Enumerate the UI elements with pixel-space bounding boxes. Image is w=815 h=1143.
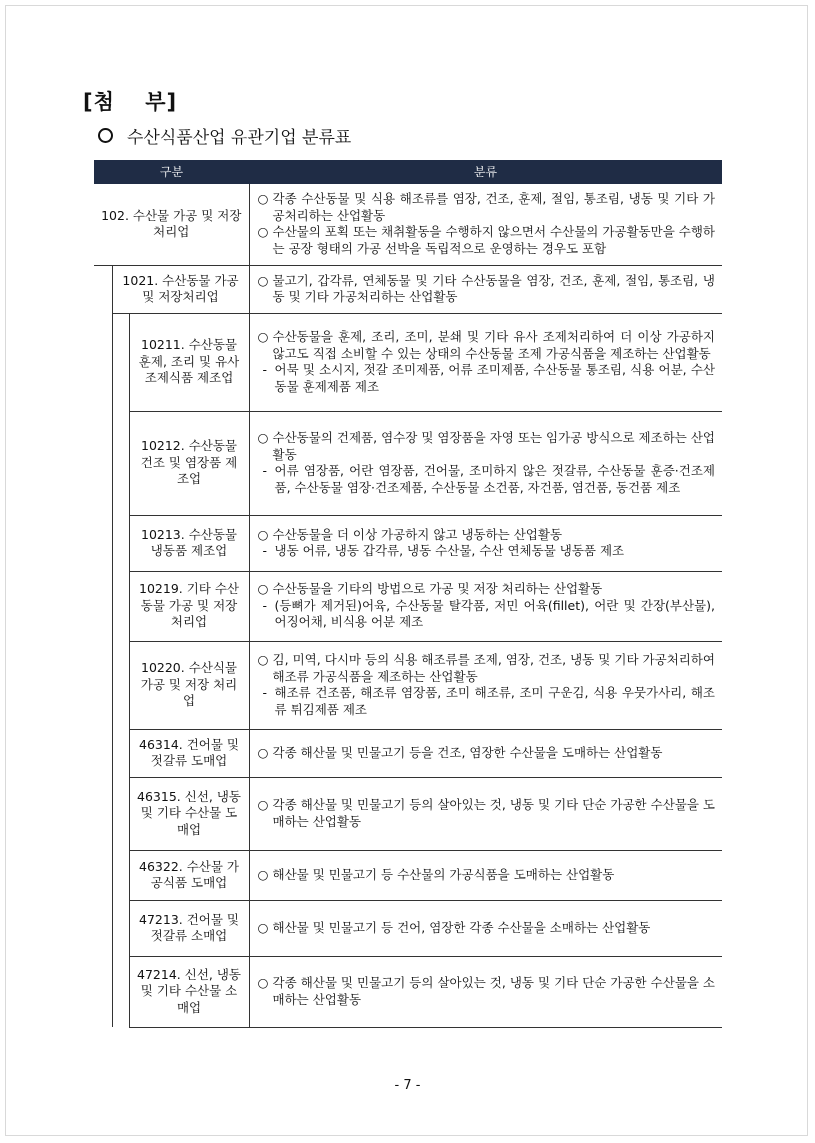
indent-cell bbox=[112, 900, 129, 956]
indent-cell bbox=[94, 850, 112, 900]
bullet-text: 각종 해산물 및 민물고기 등을 건조, 염장한 수산물을 도매하는 산업활동 bbox=[272, 744, 663, 760]
small-circle-bullet-icon: ○ bbox=[257, 797, 269, 812]
small-circle-bullet-icon: ○ bbox=[257, 652, 269, 667]
bullet-item bbox=[258, 273, 715, 306]
dash-subitem bbox=[258, 685, 715, 718]
table-row bbox=[94, 777, 722, 850]
dash-subitem bbox=[258, 463, 715, 496]
bullet-item bbox=[258, 920, 715, 937]
description-cell bbox=[249, 184, 722, 265]
description-cell bbox=[249, 411, 722, 515]
small-circle-bullet-icon: ○ bbox=[257, 430, 269, 445]
dash-subitem bbox=[258, 362, 715, 395]
table-row bbox=[94, 571, 722, 641]
dash-text: 냉동 어류, 냉동 갑각류, 냉동 수산물, 수산 연체동물 냉동품 제조 bbox=[274, 543, 625, 558]
description-cell bbox=[249, 850, 722, 900]
description-cell bbox=[249, 900, 722, 956]
bullet-text: 해산물 및 민물고기 등 건어, 염장한 각종 수산물을 소매하는 산업활동 bbox=[272, 919, 651, 935]
indent-cell bbox=[94, 571, 112, 641]
indent-cell bbox=[112, 571, 129, 641]
category-name-cell: 46315. 신선, 냉동 및 기타 수산물 도매업 bbox=[129, 777, 249, 850]
indent-cell bbox=[112, 515, 129, 571]
indent-cell bbox=[94, 515, 112, 571]
dash-text: (등뼈가 제거된)어육, 수산동물 탈각품, 저민 어육(fillet), 어란 및 간장(부산물), 어징어채, 비식용 어분 제조 bbox=[274, 597, 715, 630]
indent-cell bbox=[112, 313, 129, 411]
category-name-cell: 47214. 신선, 냉동 및 기타 수산물 소매업 bbox=[129, 956, 249, 1027]
indent-cell bbox=[94, 777, 112, 850]
bullet-item bbox=[258, 867, 715, 884]
subtitle-text: 수산식품산업 유관기업 분류표 bbox=[127, 128, 352, 148]
category-name-cell: 10220. 수산식물 가공 및 저장 처리업 bbox=[129, 641, 249, 729]
indent-cell bbox=[112, 411, 129, 515]
description-cell bbox=[249, 729, 722, 777]
bullet-item bbox=[258, 329, 715, 362]
table-header-row bbox=[94, 160, 722, 184]
category-name-cell: 10212. 수산동물 건조 및 염장품 제조업 bbox=[129, 411, 249, 515]
bullet-item bbox=[258, 581, 715, 598]
indent-cell bbox=[112, 956, 129, 1027]
bullet-text: 수산물의 포획 또는 채취활동을 수행하지 않으면서 수산물의 가공활동만을 수행하는 공장 형태의 가공 선박을 독립적으로 운영하는 경우도 포함 bbox=[272, 224, 715, 256]
description-cell bbox=[249, 641, 722, 729]
small-circle-bullet-icon: ○ bbox=[257, 329, 269, 344]
category-name-cell: 10219. 기타 수산동물 가공 및 저장 처리업 bbox=[129, 571, 249, 641]
bullet-item bbox=[258, 975, 715, 1008]
header-classification: 분류 bbox=[249, 160, 722, 184]
table-row bbox=[94, 411, 722, 515]
bullet-text: 각종 해산물 및 민물고기 등의 살아있는 것, 냉동 및 기타 단순 가공한 수산물을 소매하는 산업활동 bbox=[272, 975, 715, 1007]
indent-cell bbox=[112, 777, 129, 850]
bullet-item bbox=[258, 745, 715, 762]
small-circle-bullet-icon: ○ bbox=[257, 744, 269, 760]
small-circle-bullet-icon: ○ bbox=[257, 975, 269, 990]
small-circle-bullet-icon: ○ bbox=[257, 191, 269, 207]
bullet-text: 해산물 및 민물고기 등 수산물의 가공식품을 도매하는 산업활동 bbox=[272, 866, 615, 882]
table-row bbox=[94, 265, 722, 313]
attachment-title: [첨 부] bbox=[83, 90, 178, 114]
dash-marker-icon: - bbox=[262, 597, 268, 613]
dash-marker-icon: - bbox=[262, 463, 268, 478]
hollow-circle-bullet-icon bbox=[98, 128, 113, 143]
description-cell bbox=[249, 515, 722, 571]
bullet-item bbox=[258, 224, 715, 257]
description-cell bbox=[249, 956, 722, 1027]
bullet-text: 물고기, 갑각류, 연체동물 및 기타 수산동물을 염장, 건조, 훈제, 절임, 통조림, 냉동 및 기타 가공처리하는 산업활동 bbox=[272, 272, 715, 304]
dash-marker-icon: - bbox=[262, 685, 268, 700]
indent-cell bbox=[94, 956, 112, 1027]
table-row bbox=[94, 956, 722, 1027]
indent-cell bbox=[94, 411, 112, 515]
bullet-text: 수산동물을 기타의 방법으로 가공 및 저장 처리하는 산업활동 bbox=[272, 581, 603, 597]
small-circle-bullet-icon: ○ bbox=[257, 272, 269, 288]
table-row bbox=[94, 184, 722, 265]
description-cell bbox=[249, 571, 722, 641]
bullet-item bbox=[258, 652, 715, 685]
subtitle bbox=[98, 123, 351, 148]
small-circle-bullet-icon: ○ bbox=[257, 224, 269, 240]
bullet-text: 각종 해산물 및 민물고기 등의 살아있는 것, 냉동 및 기타 단순 가공한 수산물을 도매하는 산업활동 bbox=[272, 797, 715, 829]
indent-cell bbox=[94, 265, 112, 313]
indent-cell bbox=[94, 900, 112, 956]
table-row bbox=[94, 850, 722, 900]
small-circle-bullet-icon: ○ bbox=[257, 581, 269, 597]
table-row bbox=[94, 900, 722, 956]
dash-text: 어묵 및 소시지, 젓갈 조미제품, 어류 조미제품, 수산동물 통조림, 식용 어분, 수산동물 훈제제품 제조 bbox=[274, 362, 715, 394]
small-circle-bullet-icon: ○ bbox=[257, 866, 269, 882]
bullet-item bbox=[258, 527, 715, 544]
dash-marker-icon: - bbox=[262, 362, 268, 377]
category-name-cell: 10211. 수산동물 훈제, 조리 및 유사 조제식품 제조업 bbox=[129, 313, 249, 411]
bullet-text: 수산동물의 건제품, 염수장 및 염장품을 자영 또는 임가공 방식으로 제조하는 산업활동 bbox=[272, 430, 715, 462]
category-name-cell: 46322. 수산물 가공식품 도매업 bbox=[129, 850, 249, 900]
indent-cell bbox=[94, 641, 112, 729]
description-cell bbox=[249, 265, 722, 313]
dash-text: 해조류 건조품, 해조류 염장품, 조미 해조류, 조미 구운김, 식용 우뭇가사리, 해조류 튀김제품 제조 bbox=[274, 685, 715, 717]
table-row bbox=[94, 313, 722, 411]
table-body bbox=[94, 184, 722, 1027]
dash-subitem bbox=[258, 543, 715, 560]
indent-cell bbox=[94, 729, 112, 777]
category-name-cell: 47213. 건어물 및 젓갈류 소매업 bbox=[129, 900, 249, 956]
category-name-cell: 10213. 수산동물 냉동품 제조업 bbox=[129, 515, 249, 571]
indent-cell bbox=[94, 313, 112, 411]
page-number: - 7 - bbox=[394, 1078, 421, 1093]
bullet-text: 수산동물을 훈제, 조리, 조미, 분쇄 및 기타 유사 조제처리하여 더 이상 가공하지 않고도 직접 소비할 수 있는 상태의 수산동물 조제 가공식품을 제조하는 산업활동 bbox=[272, 329, 715, 361]
table-row bbox=[94, 641, 722, 729]
indent-cell bbox=[112, 850, 129, 900]
bullet-text: 각종 수산동물 및 식용 해조류를 염장, 건조, 훈제, 절임, 통조림, 냉동 및 기타 가공처리하는 산업활동 bbox=[272, 191, 715, 223]
indent-cell bbox=[112, 641, 129, 729]
classification-table bbox=[94, 160, 722, 1028]
bullet-text: 수산동물을 더 이상 가공하지 않고 냉동하는 산업활동 bbox=[272, 526, 563, 542]
small-circle-bullet-icon: ○ bbox=[257, 526, 269, 542]
small-circle-bullet-icon: ○ bbox=[257, 919, 269, 935]
dash-marker-icon: - bbox=[262, 543, 268, 558]
header-category: 구분 bbox=[94, 160, 249, 184]
bullet-item bbox=[258, 797, 715, 830]
table-row bbox=[94, 729, 722, 777]
indent-cell bbox=[112, 729, 129, 777]
bullet-text: 김, 미역, 다시마 등의 식용 해조류를 조제, 염장, 건조, 냉동 및 기타 가공처리하여 해조류 가공식품을 제조하는 산업활동 bbox=[272, 652, 715, 684]
description-cell bbox=[249, 777, 722, 850]
category-name-cell: 102. 수산물 가공 및 저장처리업 bbox=[94, 184, 249, 265]
dash-text: 어류 염장품, 어란 염장품, 건어물, 조미하지 않은 젓갈류, 수산동물 훈증·건조제품, 수산동물 염장·건조제품, 수산동물 소건품, 자건품, 염건품, 동건품 제조 bbox=[274, 463, 715, 495]
bullet-item bbox=[258, 430, 715, 463]
dash-subitem bbox=[258, 598, 715, 631]
category-name-cell: 46314. 건어물 및 젓갈류 도매업 bbox=[129, 729, 249, 777]
category-name-cell: 1021. 수산동물 가공 및 저장처리업 bbox=[112, 265, 249, 313]
description-cell bbox=[249, 313, 722, 411]
table-row bbox=[94, 515, 722, 571]
bullet-item bbox=[258, 191, 715, 224]
